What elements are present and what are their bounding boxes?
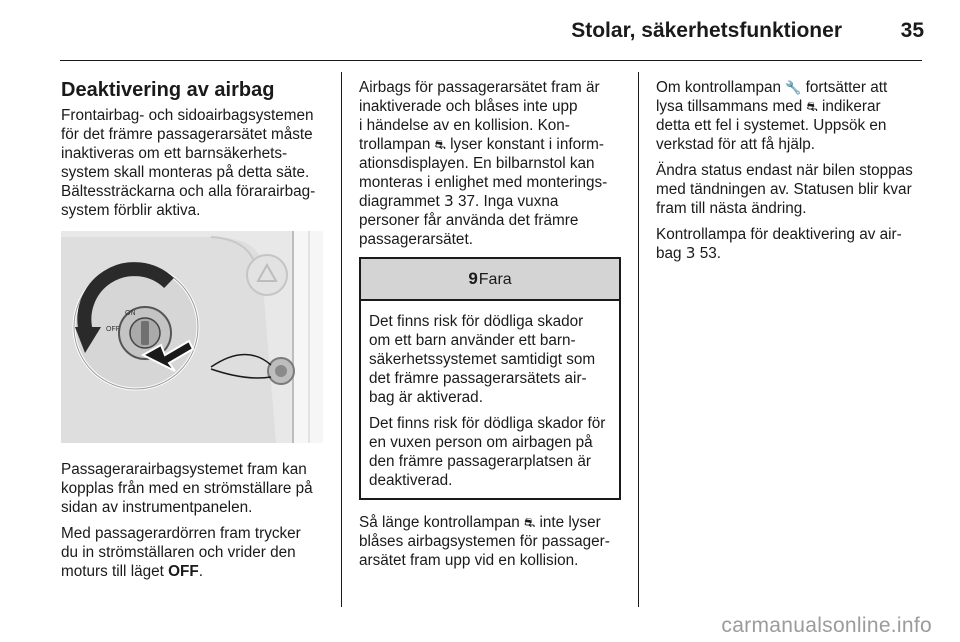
text-line: passagerarsätet. — [359, 231, 473, 248]
airbag-switch-illustration — [61, 231, 323, 443]
switch-label-on: ON — [125, 310, 136, 317]
lamp-reference-paragraph — [656, 225, 921, 263]
text-line: verkstad för att få hjälp. — [656, 136, 815, 153]
text-line: Så länge kontrollampan ⛐ inte lyser — [359, 514, 601, 531]
text-line: inaktiveras om ett barnsäkerhets- — [61, 145, 288, 162]
page-number: 35 — [900, 19, 924, 42]
text-line: bag är aktiverad. — [369, 389, 483, 406]
text-line: en vuxen person om airbagen på — [369, 434, 593, 451]
warning-title: Fara — [478, 271, 512, 288]
text-line: detta ett fel i systemet. Uppsök en — [656, 117, 887, 134]
column-3 — [656, 78, 921, 270]
text-line: system förblir aktiva. — [61, 202, 201, 219]
warning-paragraph-2 — [369, 414, 611, 490]
text-line: Frontairbag- och sidoairbagsystemen — [61, 107, 314, 124]
section-heading: Deaktivering av airbag — [61, 79, 275, 101]
caption-paragraph — [61, 460, 329, 517]
text-line: du in strömställaren och vrider den — [61, 544, 296, 561]
text-line: det främre passagerarsätets air- — [369, 370, 587, 387]
text-line: blåses airbagsystemen för passager- — [359, 533, 610, 550]
switch-label-off: OFF — [106, 326, 120, 333]
column-2 — [359, 78, 624, 577]
text-line: Kontrollampa för deaktivering av air- — [656, 226, 902, 243]
header-rule — [60, 60, 922, 61]
switch-drawing — [61, 231, 323, 443]
danger-warning-box — [359, 257, 621, 500]
column-divider-1 — [341, 72, 342, 607]
airbag-off-lamp-icon: ⛐ — [434, 137, 446, 152]
text-line: Med passagerardörren fram trycker — [61, 525, 301, 542]
text-line: trollampan ⛐ lyser konstant i inform- — [359, 136, 605, 153]
text-line: för det främre passagerarsätet måste — [61, 126, 313, 143]
inflation-paragraph — [359, 513, 624, 570]
text-line: i händelse av en kollision. Kon- — [359, 117, 570, 134]
text-line: monteras i enlighet med monterings- — [359, 174, 608, 191]
column-1 — [61, 78, 329, 588]
text-line: fram till nästa ändring. — [656, 200, 807, 217]
text-line: Airbags för passagerarsätet fram är — [359, 79, 600, 96]
status-change-paragraph — [656, 161, 921, 218]
chapter-title: Stolar, säkerhetsfunktioner — [571, 19, 842, 42]
watermark-site: carmanualsonline.info — [721, 614, 932, 637]
status-paragraph — [359, 78, 624, 249]
text-line: Passagerarairbagsystemet fram kan — [61, 461, 307, 478]
text-line: diagrammet 3 37. Inga vuxna — [359, 192, 559, 210]
text-line: kopplas från med en strömställare på — [61, 480, 313, 497]
warning-header — [361, 259, 619, 301]
intro-paragraph — [61, 106, 329, 220]
text-line: inaktiverade och blåses inte upp — [359, 98, 578, 115]
text-line: sidan av instrumentpanelen. — [61, 499, 253, 516]
text-line: med tändningen av. Statusen blir kvar — [656, 181, 912, 198]
text-line: Bältessträckarna och alla förarairbag- — [61, 183, 316, 200]
text-line: om ett barn använder ett barn- — [369, 332, 576, 349]
airbag-off-lamp-icon: ⛐ — [523, 515, 536, 530]
text-line: bag 3 53. — [656, 244, 722, 262]
text-line: den främre passagerarplatsen är — [369, 453, 591, 470]
fault-paragraph — [656, 78, 921, 154]
text-line: lysa tillsammans med ⛐ indikerar — [656, 98, 881, 115]
text-line: personer får använda det främre — [359, 212, 579, 229]
column-divider-2 — [638, 72, 639, 607]
page-header — [0, 0, 960, 60]
text-line: Ändra status endast när bilen stoppas — [656, 162, 913, 179]
text-line: system skall monteras på detta säte. — [61, 164, 310, 181]
page-ref-arrow-icon: 3 — [444, 192, 454, 210]
warning-paragraph-1 — [369, 312, 611, 407]
off-label: OFF — [168, 563, 199, 580]
airbag-lamp-icon: ⛐ — [806, 99, 818, 114]
instruction-paragraph — [61, 524, 329, 581]
page-ref-arrow-icon: 3 — [685, 244, 696, 262]
warning-triangle-icon: 9 — [468, 269, 478, 288]
text-line: Om kontrollampan 🔧 fortsätter att — [656, 79, 888, 96]
wrench-lamp-icon: 🔧 — [785, 80, 802, 95]
text-line: deaktiverad. — [369, 472, 453, 489]
warning-body — [361, 301, 619, 498]
text-line: Det finns risk för dödliga skador — [369, 313, 584, 330]
text-line: ationsdisplayen. En bilbarnstol kan — [359, 155, 595, 172]
text-line: moturs till läget OFF. — [61, 563, 203, 580]
text-line: säkerhetssystemet samtidigt som — [369, 351, 596, 368]
text-line: Det finns risk för dödliga skador för — [369, 415, 606, 432]
text-line: arsätet fram upp vid en kollision. — [359, 552, 579, 569]
